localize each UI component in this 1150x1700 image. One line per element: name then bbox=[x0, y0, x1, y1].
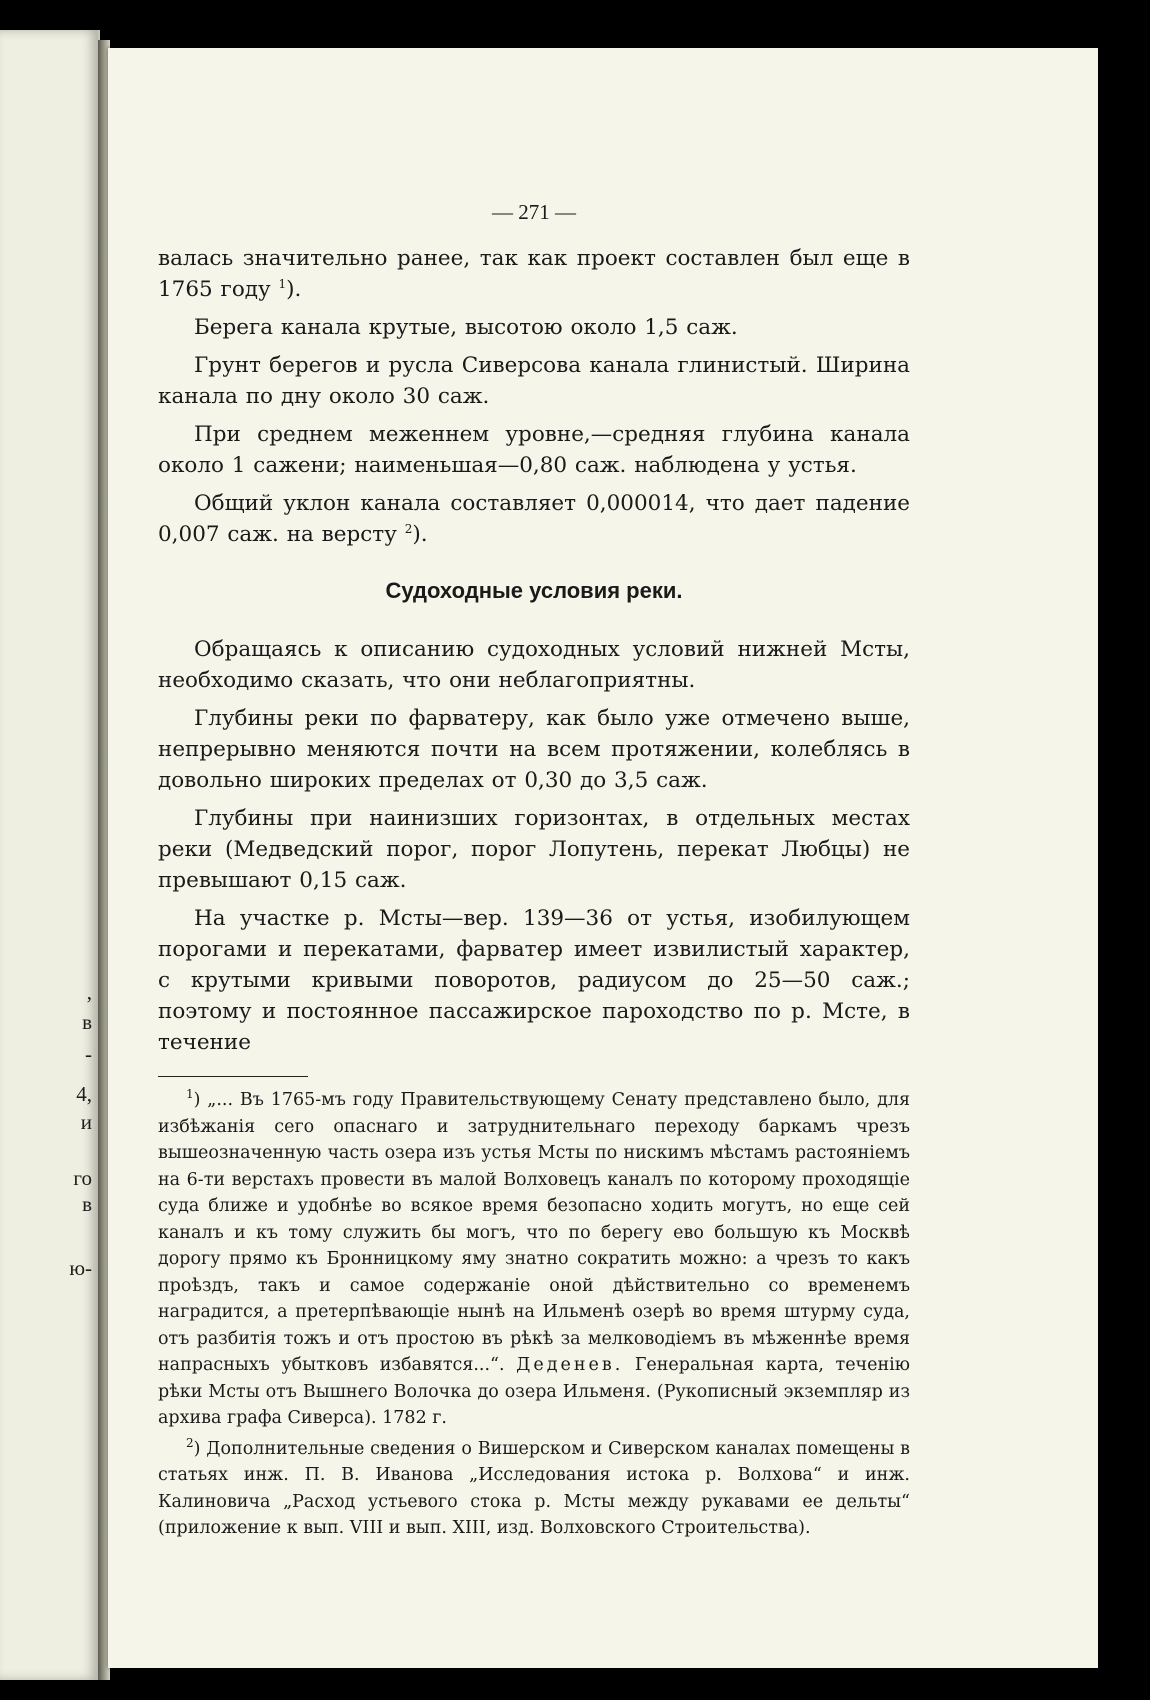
left-page-edge bbox=[0, 30, 100, 1680]
footnote-mark: 1 bbox=[186, 1087, 194, 1102]
paragraph: Берега канала крутые, высотою около 1,5 саж. bbox=[194, 315, 738, 340]
footnote-ref[interactable]: 2 bbox=[404, 521, 413, 536]
paragraph: валась значительно ранее, так как проект составлен был еще в 1765 году $^1$). bbox=[158, 246, 910, 302]
footnote-divider bbox=[158, 1076, 308, 1077]
footnote-1: $^1$) „... Въ 1765-мъ году Правительствующему Сенату представлено было, для избѣжанія сего опаснаго и затруднительнаго переходу баркамъ чрезъ вышеозначенную часть озера изъ устья Мсты по нискимъ мѣстамъ растояніемъ на 6-ти верстахъ провести въ малой Волховецъ каналъ по которому проходящіе суда ближе и удобнѣе во всякое время безопасно ходить могутъ, но еще сей каналъ и къ тому служить бы могъ, что по берегу ево большую къ Москвѣ дорогу прямо къ Бронницкому яму знатно сократить можно: а чрезъ то какъ проѣздъ, такъ и самое содержаніе оной дѣйствительно со временемъ наградится, а претерпѣвающіе нынѣ на Ильменѣ озерѣ во время штурму суда, отъ разбитія тожъ и отъ простою въ рѣкѣ за мелководіемъ въ мѣженнѣе время напрасныхъ убытковъ избавятся...“. Деденев. Генеральная карта, теченію рѣки Мсты отъ Вышнего Волочка до озера Ильменя. (Рукописный экземпляр из архива графа Сиверса). 1782 г. bbox=[158, 1087, 910, 1428]
footnote-mark: 2 bbox=[186, 1435, 194, 1450]
paragraph: Общий уклон канала составляет 0,000014, что дает падение 0,007 саж. на версту $^2$). bbox=[158, 491, 910, 547]
footnote-author: Деденев. bbox=[516, 1355, 624, 1375]
paragraph: Грунт берегов и русла Сиверсова канала глинистый. Ширина канала по дну около 30 саж. bbox=[158, 353, 910, 409]
section-heading: Судоходные условия реки. bbox=[385, 578, 683, 603]
paragraph: Глубины при наинизших горизонтах, в отдельных местах реки (Медведский порог, порог Лопутень, перекат Любцы) не превышают 0,15 саж. bbox=[158, 806, 910, 893]
paragraph: Обращаясь к описанию судоходных условий нижней Мсты, необходимо сказать, что они неблагоприятны. bbox=[158, 637, 910, 693]
left-page-fragment: 4, bbox=[76, 1082, 92, 1106]
left-page-fragment: в bbox=[82, 1010, 92, 1034]
page-text bbox=[158, 200, 910, 1546]
right-page bbox=[108, 48, 1098, 1668]
paragraph: На участке р. Мсты—вер. 139—36 от устья, изобилующем порогами и перекатами, фарватер имеет извилистый характер, с крутыми кривыми поворотов, радиусом до 25—50 саж.; поэтому и постоянное пассажирское пароходство по р. Мсте, в течение bbox=[158, 906, 910, 1055]
left-page-fragment: - bbox=[85, 1042, 92, 1066]
footnote-ref[interactable]: 1 bbox=[278, 276, 287, 291]
footnote-2: $^2$) Дополнительные сведения о Вишерском и Сиверском каналах помещены в статьях инж. П. В. Иванова „Исследования истока р. Волхова“ и инж. Калиновича „Расход устьевого стока р. Мсты между рукавами ее дельты“ (приложение к вып. VIII и вып. XIII, изд. Волховского Строительства). bbox=[158, 1435, 911, 1538]
page-number: — 271 — bbox=[492, 200, 576, 224]
paragraph: Глубины реки по фарватеру, как было уже отмечено выше, непрерывно меняются почти на всем протяжении, колеблясь в довольно широких пределах от 0,30 до 3,5 саж. bbox=[158, 706, 910, 793]
left-page-fragment: в bbox=[82, 1192, 92, 1216]
left-page-fragment: го bbox=[73, 1166, 92, 1190]
left-page-fragment: , bbox=[86, 980, 92, 1004]
left-page-fragment: ю- bbox=[69, 1256, 92, 1280]
left-page-fragment: и bbox=[80, 1110, 92, 1134]
paragraph: При среднем меженнем уровне,—средняя глубина канала около 1 сажени; наименьшая—0,80 саж. наблюдена у устья. bbox=[158, 422, 910, 478]
